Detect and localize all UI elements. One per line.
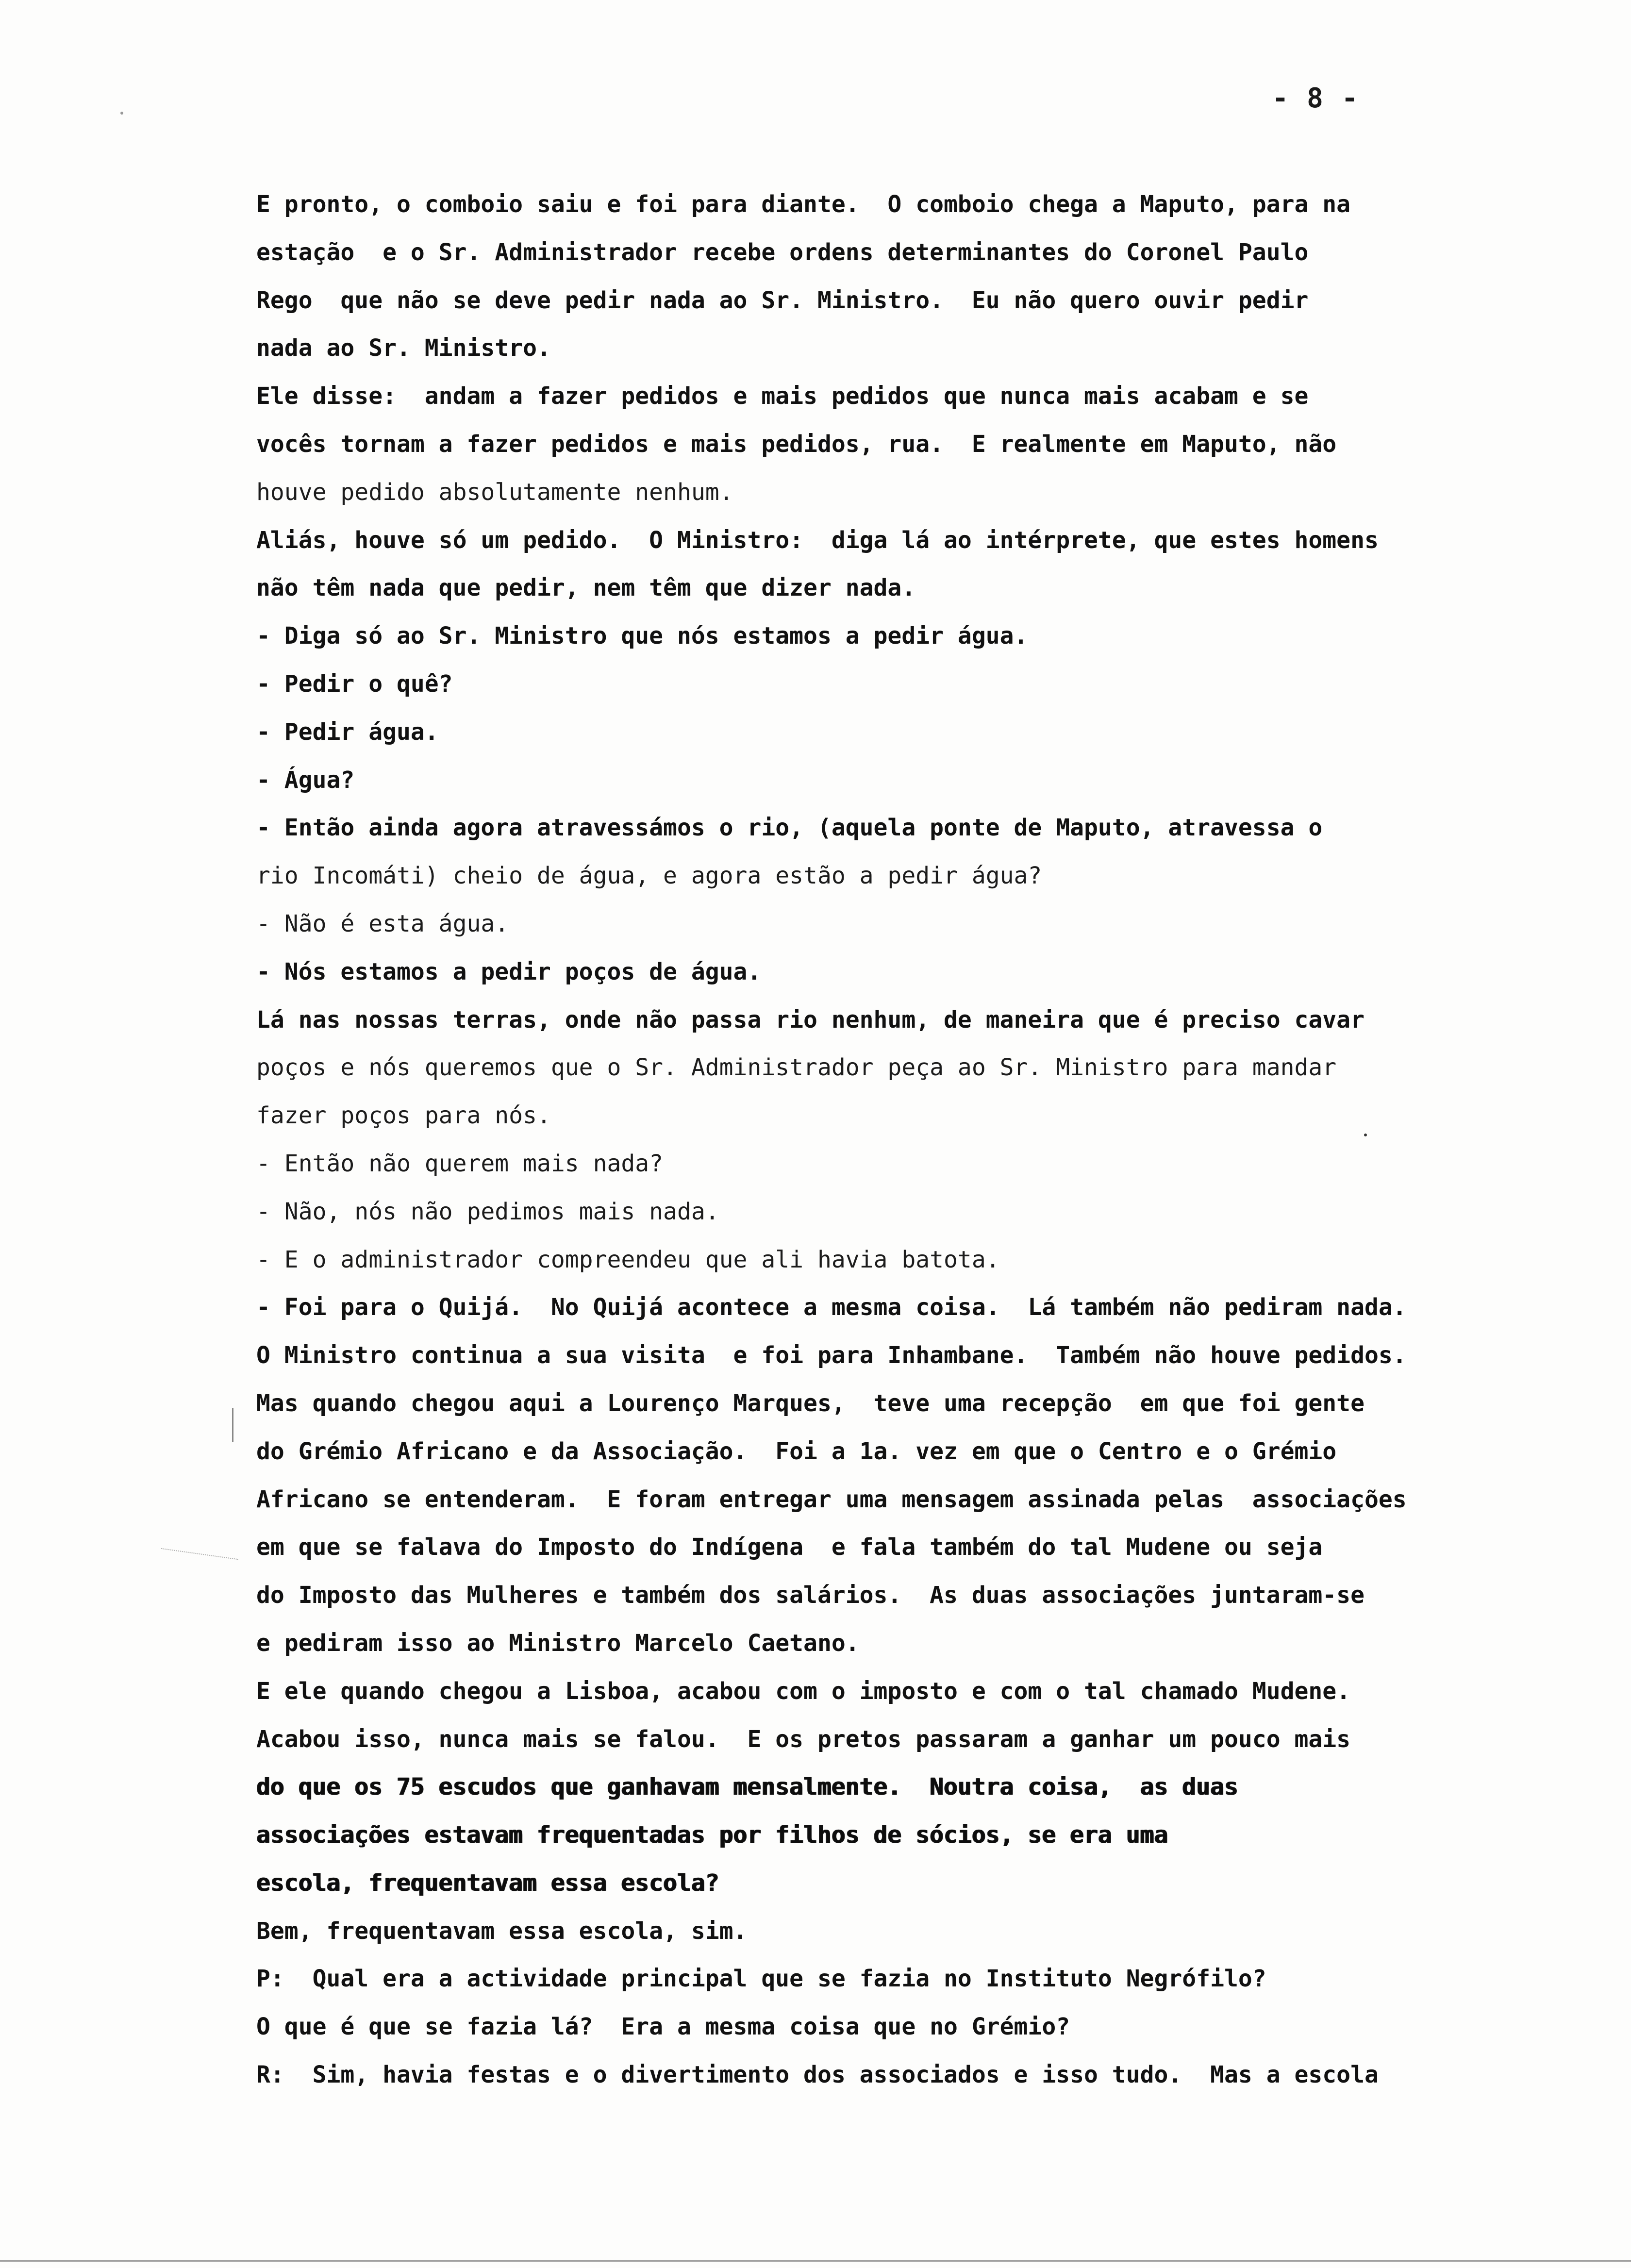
margin-pencil-mark (232, 1408, 236, 1442)
text-line: estação e o Sr. Administrador recebe ordens determinantes do Coronel Paulo (256, 238, 1309, 266)
speck-mark (120, 112, 123, 115)
text-line: E ele quando chegou a Lisboa, acabou com o imposto e com o tal chamado Mudene. (256, 1677, 1351, 1705)
text-line: Acabou isso, nunca mais se falou. E os pretos passaram a ganhar um pouco mais (256, 1725, 1351, 1753)
text-line: Mas quando chegou aqui a Lourenço Marques, teve uma recepção em que foi gente (256, 1389, 1365, 1417)
text-line: rio Incomáti) cheio de água, e agora estão a pedir água? (256, 862, 1042, 890)
text-line: Africano se entenderam. E foram entregar uma mensagem assinada pelas associações (256, 1485, 1407, 1513)
speck-mark (1364, 1134, 1367, 1136)
text-line: Lá nas nossas terras, onde não passa rio nenhum, de maneira que é preciso cavar (256, 1006, 1365, 1034)
text-line: Ele disse: andam a fazer pedidos e mais pedidos que nunca mais acabam e se (256, 383, 1309, 410)
text-line: Bem, frequentavam essa escola, sim. (256, 1917, 748, 1945)
text-line: Aliás, houve só um pedido. O Ministro: diga lá ao intérprete, que estes homens (256, 526, 1379, 554)
text-line: houve pedido absolutamente nenhum. (256, 478, 733, 506)
text-line: - Pedir água. (256, 718, 439, 746)
text-line: - Não é esta água. (256, 910, 509, 937)
overtyped-text-line: do que os 75 escudos que ganhavam mensalmente. Noutra coisa, as duas (256, 1773, 1238, 1801)
text-line: não têm nada que pedir, nem têm que dizer nada. (256, 574, 916, 602)
text-line: em que se falava do Imposto do Indígena e fala também do tal Mudene ou seja (256, 1534, 1323, 1561)
text-line: E pronto, o comboio saiu e foi para diante. O comboio chega a Maputo, para na (256, 191, 1351, 218)
text-line: - Nós estamos a pedir poços de água. (256, 958, 762, 985)
margin-scratch-mark (160, 1548, 238, 1569)
text-line: - Diga só ao Sr. Ministro que nós estamos a pedir água. (256, 622, 1028, 650)
text-line: - Água? (256, 766, 355, 794)
text-line: fazer poços para nós. (256, 1102, 551, 1130)
text-line: O Ministro continua a sua visita e foi para Inhambane. Também não houve pedidos. (256, 1342, 1407, 1369)
text-line: e pediram isso ao Ministro Marcelo Caetano. (256, 1629, 860, 1657)
text-line: - Não, nós não pedimos mais nada. (256, 1198, 719, 1225)
text-line: do Imposto das Mulheres e também dos salários. As duas associações juntaram-se (256, 1582, 1365, 1609)
text-line: - Foi para o Quijá. No Quijá acontece a mesma coisa. Lá também não pediram nada. (256, 1294, 1407, 1321)
overtyped-text-line: associações estavam frequentadas por filhos de sócios, se era uma (256, 1821, 1168, 1849)
page-number: - 8 - (1272, 83, 1359, 114)
text-line: - Pedir o quê? (256, 670, 453, 698)
text-line: R: Sim, havia festas e o divertimento dos associados e isso tudo. Mas a escola (256, 2061, 1379, 2089)
text-line: poços e nós queremos que o Sr. Administrador peça ao Sr. Ministro para mandar (256, 1054, 1337, 1082)
text-line: vocês tornam a fazer pedidos e mais pedidos, rua. E realmente em Maputo, não (256, 430, 1337, 458)
text-line: do Grémio Africano e da Associação. Foi a 1a. vez em que o Centro e o Grémio (256, 1437, 1337, 1465)
text-line: O que é que se fazia lá? Era a mesma coisa que no Grémio? (256, 2013, 1070, 2041)
overtyped-text-line: escola, frequentavam essa escola? (256, 1869, 719, 1897)
text-line: - Então ainda agora atravessámos o rio, (aquela ponte de Maputo, atravessa o (256, 814, 1323, 842)
text-line: P: Qual era a actividade principal que se fazia no Instituto Negrófilo? (256, 1965, 1266, 1993)
text-line: - Então não querem mais nada? (256, 1150, 664, 1177)
typed-body-text (256, 181, 1567, 2099)
text-line: - E o administrador compreendeu que ali havia batota. (256, 1246, 1000, 1273)
scan-edge-line (0, 2260, 1631, 2262)
text-line: Rego que não se deve pedir nada ao Sr. Ministro. Eu não quero ouvir pedir (256, 286, 1309, 314)
text-line: nada ao Sr. Ministro. (256, 334, 551, 362)
